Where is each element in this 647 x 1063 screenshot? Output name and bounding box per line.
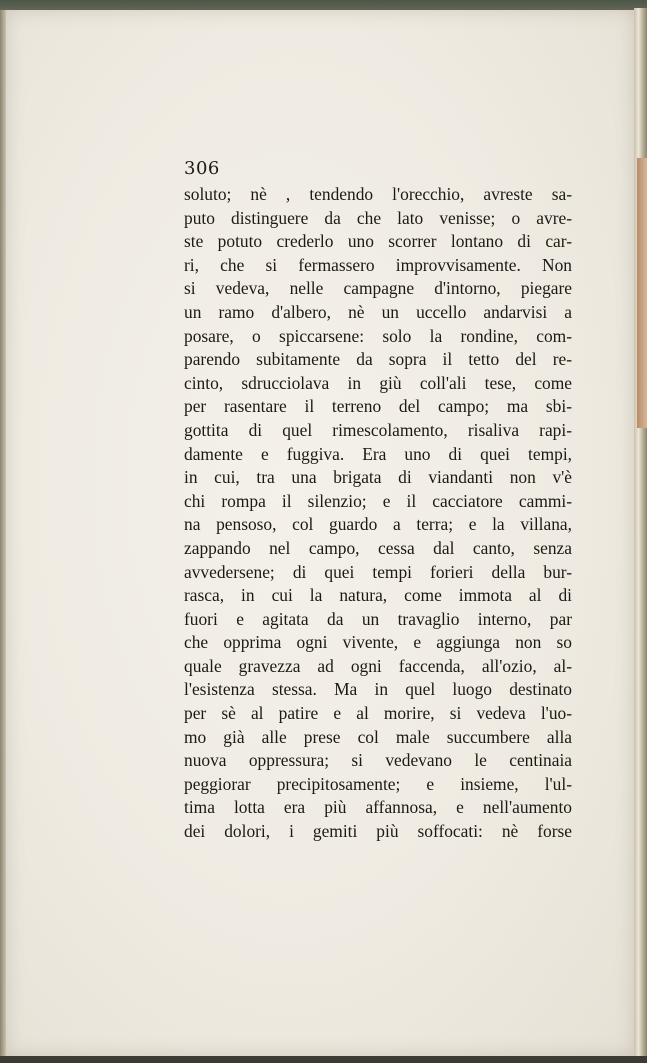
text-line: na pensoso, col guardo a terra; e la villana, [184, 514, 572, 535]
text-line: soluto; nè , tendendo l'orecchio, avreste sa- [184, 184, 572, 204]
page-stack-edge [634, 8, 647, 1058]
scan-bottom-edge [0, 1056, 647, 1063]
text-line: chi rompa il silenzio; e il cacciatore cammi- [184, 490, 572, 511]
text-line: damente e fuggiva. Era uno di quei tempi, [184, 443, 572, 464]
text-line: fuori e agitata da un travaglio interno, par [184, 608, 572, 629]
text-line: in cui, tra una brigata di viandanti non v'è [184, 467, 572, 488]
text-line: si vedeva, nelle campagne d'intorno, piegare [184, 278, 572, 299]
text-line: rasca, in cui la natura, come immota al di [184, 585, 572, 606]
body-text [184, 183, 572, 844]
text-line: mo già alle prese col male succumbere alla [184, 726, 572, 747]
page-number: 306 [184, 158, 220, 179]
text-line: per rasentare il terreno del campo; ma sbi- [184, 396, 572, 417]
text-line: dei dolori, i gemiti più soffocati: nè forse [184, 821, 572, 842]
text-line: parendo subitamente da sopra il tetto del re- [184, 349, 572, 370]
text-line: posare, o spiccarsene: solo la rondine, com- [184, 325, 572, 346]
text-line: ste potuto crederlo uno scorrer lontano di car- [184, 231, 572, 252]
text-line: avvedersene; di quei tempi forieri della bur- [184, 561, 572, 582]
text-line: puto distinguere da che lato venisse; o avre- [184, 207, 572, 228]
text-line: quale gravezza ad ogni faccenda, all'ozio, al- [184, 655, 572, 676]
text-line: zappando nel campo, cessa dal canto, senza [184, 537, 572, 558]
text-line: per sè al patire e al morire, si vedeva l'uo- [184, 703, 572, 724]
text-line: cinto, sdrucciolava in giù coll'ali tese, come [184, 372, 572, 393]
text-line: tima lotta era più affannosa, e nell'aumento [184, 797, 572, 818]
text-line: l'esistenza stessa. Ma in quel luogo destinato [184, 679, 572, 700]
text-line: ri, che si fermassero improvvisamente. Non [184, 254, 572, 275]
text-line: un ramo d'albero, nè un uccello andarvisi a [184, 301, 572, 322]
text-line: peggiorar precipitosamente; e insieme, l'ul- [184, 773, 572, 794]
text-line: che opprima ogni vivente, e aggiunga non so [184, 632, 572, 653]
bookmark-tab [637, 158, 647, 428]
text-line: gottita di quel rimescolamento, risaliva rapi- [184, 419, 572, 440]
text-line: nuova oppressura; si vedevano le centinaia [184, 750, 572, 771]
